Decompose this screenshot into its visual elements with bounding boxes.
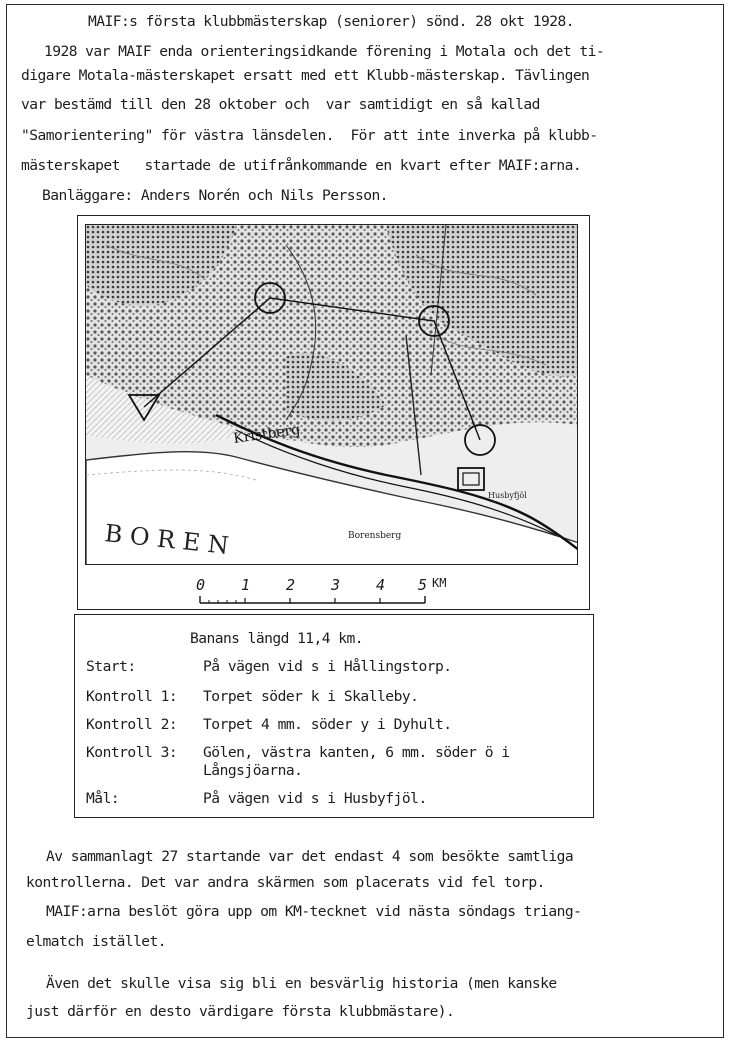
intro-line-4: "Samorientering" för västra länsdelen. För att inte inverka på klubb- [21, 127, 598, 144]
scale-tick-2: 2 [286, 576, 296, 594]
map-village-label: Kristberg [232, 421, 302, 447]
control-3-label: Kontroll 3: [86, 744, 178, 761]
start-label: Start: [86, 658, 136, 675]
intro-line-2: digare Motala-mästerskapet ersatt med ett Klubb-mästerskap. Tävlingen [21, 67, 590, 84]
scale-tick-3: 3 [331, 576, 341, 594]
control-3-text-cont: Långsjöarna. [203, 762, 303, 779]
finish-text: På vägen vid s i Husbyfjöl. [203, 790, 427, 807]
scale-bar [190, 578, 450, 610]
scale-tick-1: 1 [241, 576, 251, 594]
closing-line-1: Av sammanlagt 27 startande var det endast 4 som besökte samtliga [46, 848, 574, 865]
control-1-label: Kontroll 1: [86, 688, 178, 705]
control-2-text: Torpet 4 mm. söder y i Dyhult. [203, 716, 452, 733]
control-3-text: Gölen, västra kanten, 6 mm. söder ö i [203, 744, 510, 761]
intro-line-3: var bestämd till den 28 oktober och var samtidigt en så kallad [21, 96, 540, 113]
finish-label: Mål: [86, 790, 120, 807]
closing-line-5: Även det skulle visa sig bli en besvärlig historia (men kanske [46, 975, 557, 992]
map-lake-label: B O R E N [103, 519, 231, 560]
closing-line-6: just därför en desto värdigare första klubbmästare). [26, 1003, 455, 1020]
course-map [85, 224, 578, 565]
intro-line-6: Banläggare: Anders Norén och Nils Persson. [42, 187, 388, 204]
scale-tick-5: 5 [418, 576, 428, 594]
scale-tick-0: 0 [196, 576, 206, 594]
control-1-text: Torpet söder k i Skalleby. [203, 688, 419, 705]
intro-line-1: 1928 var MAIF enda orienteringsidkande förening i Motala och det ti- [44, 43, 605, 60]
scale-tick-4: 4 [376, 576, 386, 594]
scale-unit: KM [432, 576, 447, 590]
closing-line-3: MAIF:arna beslöt göra upp om KM-tecknet vid nästa söndags triang- [46, 903, 582, 920]
map-place-label: Borensberg [348, 531, 402, 541]
intro-line-5: mästerskapet startade de utifrånkommande en kvart efter MAIF:arna. [21, 157, 582, 174]
closing-line-2: kontrollerna. Det var andra skärmen som placerats vid fel torp. [26, 874, 545, 891]
closing-line-4: elmatch istället. [26, 933, 167, 950]
document-title: MAIF:s första klubbmästerskap (seniorer) sönd. 28 okt 1928. [88, 13, 574, 30]
map-place-label-2: Husbyfjöl [488, 491, 527, 500]
control-2-label: Kontroll 2: [86, 716, 178, 733]
start-text: På vägen vid s i Hållingstorp. [203, 658, 452, 675]
course-length: Banans längd 11,4 km. [190, 630, 363, 647]
